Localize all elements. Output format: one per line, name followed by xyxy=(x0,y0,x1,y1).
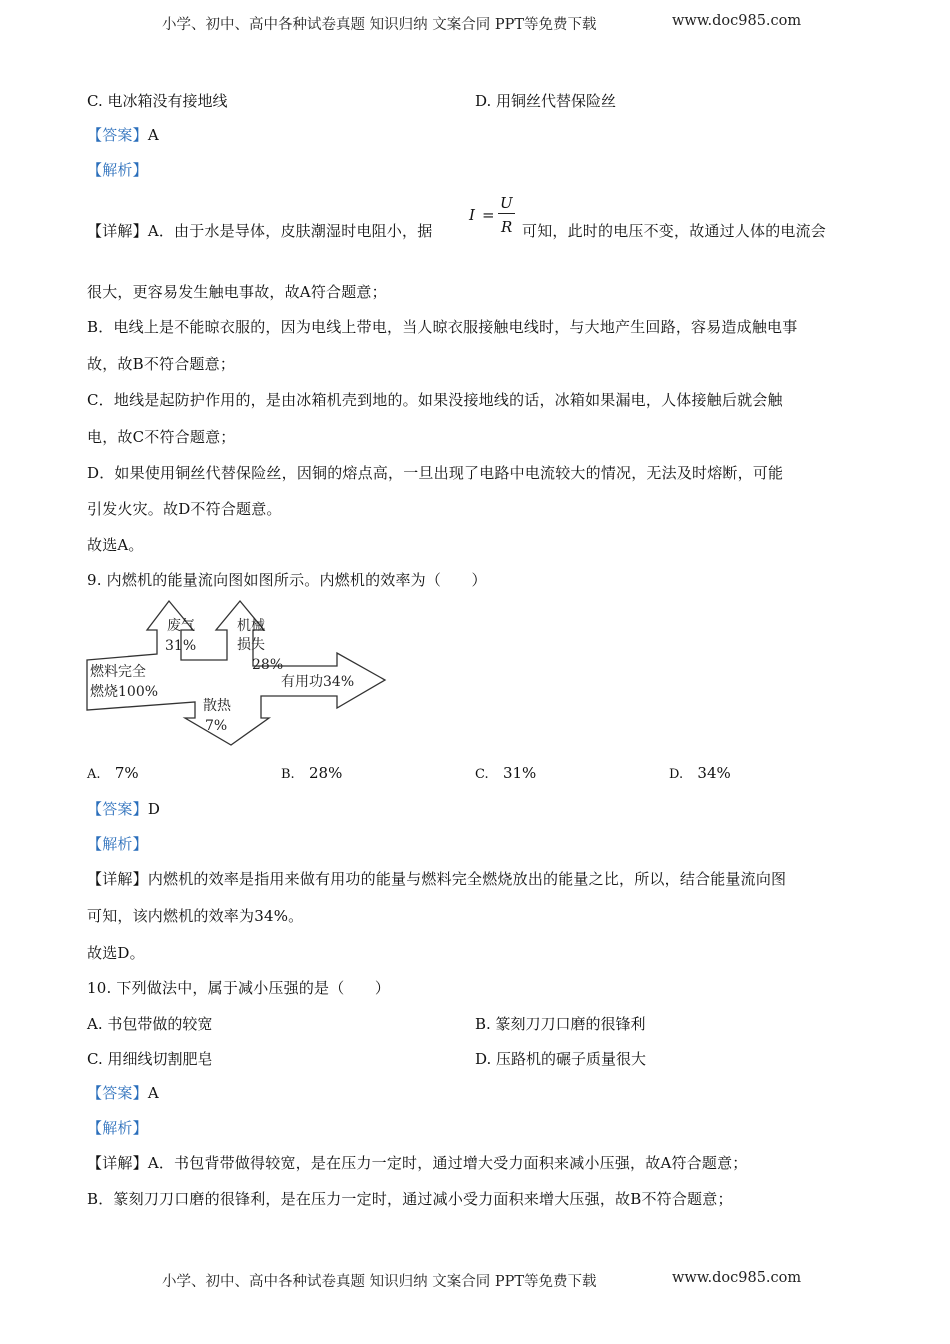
answer-value: A xyxy=(147,126,159,144)
q9-answer-line xyxy=(87,798,160,819)
mech-label-1: 机械 xyxy=(237,618,265,634)
q8-detail-c2: 电，故C不符合题意； xyxy=(87,428,236,446)
q8-detail-a-start xyxy=(87,220,432,241)
useful-label: 有用功34% xyxy=(281,674,355,690)
detail-text: 内燃机的效率是指用来做有用功的能量与燃料完全燃烧放出的能量之比，所以，结合能量流向图 xyxy=(147,870,787,888)
option-a-label: A. xyxy=(87,767,101,782)
detail-a-text: A．书包背带做得较宽，是在压力一定时，通过增大受力面积来减小压强，故A符合题意； xyxy=(147,1154,748,1172)
option-a-value: 7% xyxy=(114,764,139,782)
q9-detail-line1 xyxy=(87,868,786,889)
fuel-label-1: 燃料完全 xyxy=(90,664,146,680)
answer-value: D xyxy=(147,800,161,818)
formula-denominator: R xyxy=(501,218,513,236)
q8-detail-d1: D．如果使用铜丝代替保险丝，因铜的熔点高，一旦出现了电路中电流较大的情况，无法及时熔断，可能 xyxy=(87,464,784,482)
q9-option-b xyxy=(281,764,342,782)
answer-value: A xyxy=(147,1084,159,1102)
q10-option-b: B. 篆刻刀刀口磨的很锋利 xyxy=(475,1015,646,1033)
fraction-bar xyxy=(498,213,515,214)
detail-tag: 【详解】 xyxy=(87,870,148,888)
option-b-label: B. xyxy=(281,767,295,782)
option-c-label: C. xyxy=(475,767,489,782)
energy-flow-diagram xyxy=(85,598,390,748)
q9-option-a xyxy=(87,764,139,782)
header-banner-text: 小学、初中、高中各种试卷真题 知识归纳 文案合同 PPT等免费下载 xyxy=(162,17,597,33)
formula-i: I xyxy=(469,206,475,224)
heat-label-1: 散热 xyxy=(203,698,231,714)
q8-detail-b1: B．电线上是不能晾衣服的，因为电线上带电，当人晾衣服接触电线时，与大地产生回路，容易造成触电事 xyxy=(87,318,798,336)
q8-detail-c1: C．地线是起防护作用的，是由冰箱机壳到地的。如果没接地线的话，冰箱如果漏电，人体接触后就会触 xyxy=(87,391,783,409)
detail-tag: 【详解】 xyxy=(87,222,148,240)
exhaust-label-2: 31% xyxy=(165,638,197,654)
q10-option-c: C. 用细线切割肥皂 xyxy=(87,1050,213,1068)
answer-tag: 【答案】 xyxy=(87,1084,148,1102)
q8-analysis-tag: 【解析】 xyxy=(87,161,148,179)
q9-analysis-tag: 【解析】 xyxy=(87,835,148,853)
option-d-label: D. xyxy=(669,767,684,782)
q8-detail-a-end: 可知，此时的电压不变，故通过人体的电流会 xyxy=(522,222,827,240)
fuel-label-2: 燃烧100% xyxy=(90,684,159,700)
q8-detail-a-cont: 很大，更容易发生触电事故，故A符合题意； xyxy=(87,283,387,301)
q10-option-d: D. 压路机的碾子质量很大 xyxy=(475,1050,647,1068)
q10-option-a: A. 书包带做的较宽 xyxy=(87,1015,213,1033)
q8-conclusion: 故选A。 xyxy=(87,536,144,554)
option-c-value: 31% xyxy=(502,764,537,782)
detail-a-text: A．由于水是导体，皮肤潮湿时电阻小，据 xyxy=(147,222,433,240)
q10-question: 10. 下列做法中，属于减小压强的是（ ） xyxy=(87,979,391,997)
detail-tag: 【详解】 xyxy=(87,1154,148,1172)
formula-numerator: U xyxy=(500,194,513,212)
exhaust-label-1: 废气 xyxy=(167,618,195,634)
q9-option-d xyxy=(669,764,731,782)
answer-tag: 【答案】 xyxy=(87,126,148,144)
q8-answer-line xyxy=(87,124,159,145)
mech-label-3: 28% xyxy=(252,657,284,673)
q8-option-d: D. 用铜丝代替保险丝 xyxy=(475,92,617,110)
q8-option-c: C. 电冰箱没有接地线 xyxy=(87,92,228,110)
q10-detail-b: B．篆刻刀刀口磨的很锋利，是在压力一定时，通过减小受力面积来增大压强，故B不符合题意； xyxy=(87,1190,733,1208)
footer-banner-text: 小学、初中、高中各种试卷真题 知识归纳 文案合同 PPT等免费下载 xyxy=(162,1274,597,1290)
formula-equals: = xyxy=(482,206,495,224)
q10-detail-a xyxy=(87,1152,747,1173)
q8-detail-b2: 故，故B不符合题意； xyxy=(87,355,236,373)
q10-answer-line xyxy=(87,1082,159,1103)
q9-conclusion: 故选D。 xyxy=(87,944,145,962)
option-d-value: 34% xyxy=(697,764,731,782)
q9-question: 9. 内燃机的能量流向图如图所示。内燃机的效率为（ ） xyxy=(87,571,487,589)
option-b-value: 28% xyxy=(309,764,343,782)
mech-label-2: 损失 xyxy=(237,637,265,653)
heat-label-2: 7% xyxy=(205,718,228,734)
q10-analysis-tag: 【解析】 xyxy=(87,1119,148,1137)
q9-option-c xyxy=(475,764,536,782)
q8-detail-d2: 引发火灾。故D不符合题意。 xyxy=(87,500,282,518)
answer-tag: 【答案】 xyxy=(87,800,148,818)
header-website[interactable]: www.doc985.com xyxy=(672,13,802,29)
footer-website[interactable]: www.doc985.com xyxy=(672,1270,802,1286)
q9-detail-line2: 可知，该内燃机的效率为34%。 xyxy=(87,907,304,925)
